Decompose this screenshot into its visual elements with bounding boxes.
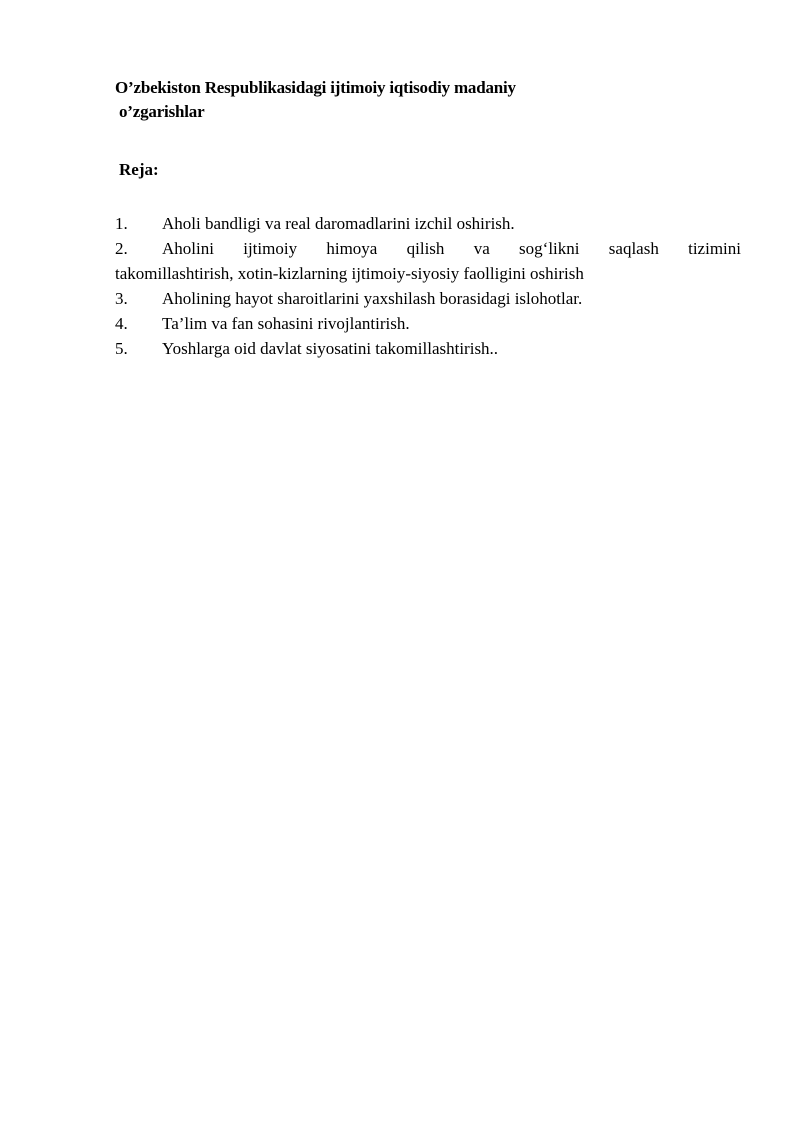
plan-item-text: Aholining hayot sharoitlarini yaxshilash borasidagi islohotlar. <box>162 289 583 308</box>
plan-item-number: 2. <box>115 239 128 258</box>
plan-item-text: Aholi bandligi va real daromadlarini izchil oshirish. <box>162 214 515 233</box>
plan-list <box>115 211 741 361</box>
plan-item-3 <box>115 286 741 311</box>
plan-item-number: 4. <box>115 314 128 333</box>
title-line-1: O’zbekiston Respublikasidagi ijtimoiy iqtisodiy madaniy <box>115 78 516 97</box>
plan-item-text-line-1: Aholini ijtimoiy himoya qilish va sog‘likni saqlash tizimini <box>162 239 741 258</box>
plan-item-2-first-line <box>115 236 741 261</box>
plan-item-text: Yoshlarga oid davlat siyosatini takomillashtirish.. <box>162 339 499 358</box>
plan-item-2 <box>115 236 741 286</box>
plan-item-4 <box>115 311 741 336</box>
plan-item-number: 1. <box>115 214 128 233</box>
plan-item-text-line-2: takomillashtirish, xotin-kizlarning ijtimoiy-siyosiy faolligini oshirish <box>115 264 584 283</box>
plan-item-5 <box>115 336 741 361</box>
plan-item-text: Ta’lim va fan sohasini rivojlantirish. <box>162 314 410 333</box>
plan-item-1 <box>115 211 741 236</box>
plan-heading: Reja: <box>119 160 159 179</box>
document-title <box>115 76 675 124</box>
plan-item-number: 5. <box>115 339 128 358</box>
plan-item-number: 3. <box>115 289 128 308</box>
title-line-2: o’zgarishlar <box>119 102 205 121</box>
